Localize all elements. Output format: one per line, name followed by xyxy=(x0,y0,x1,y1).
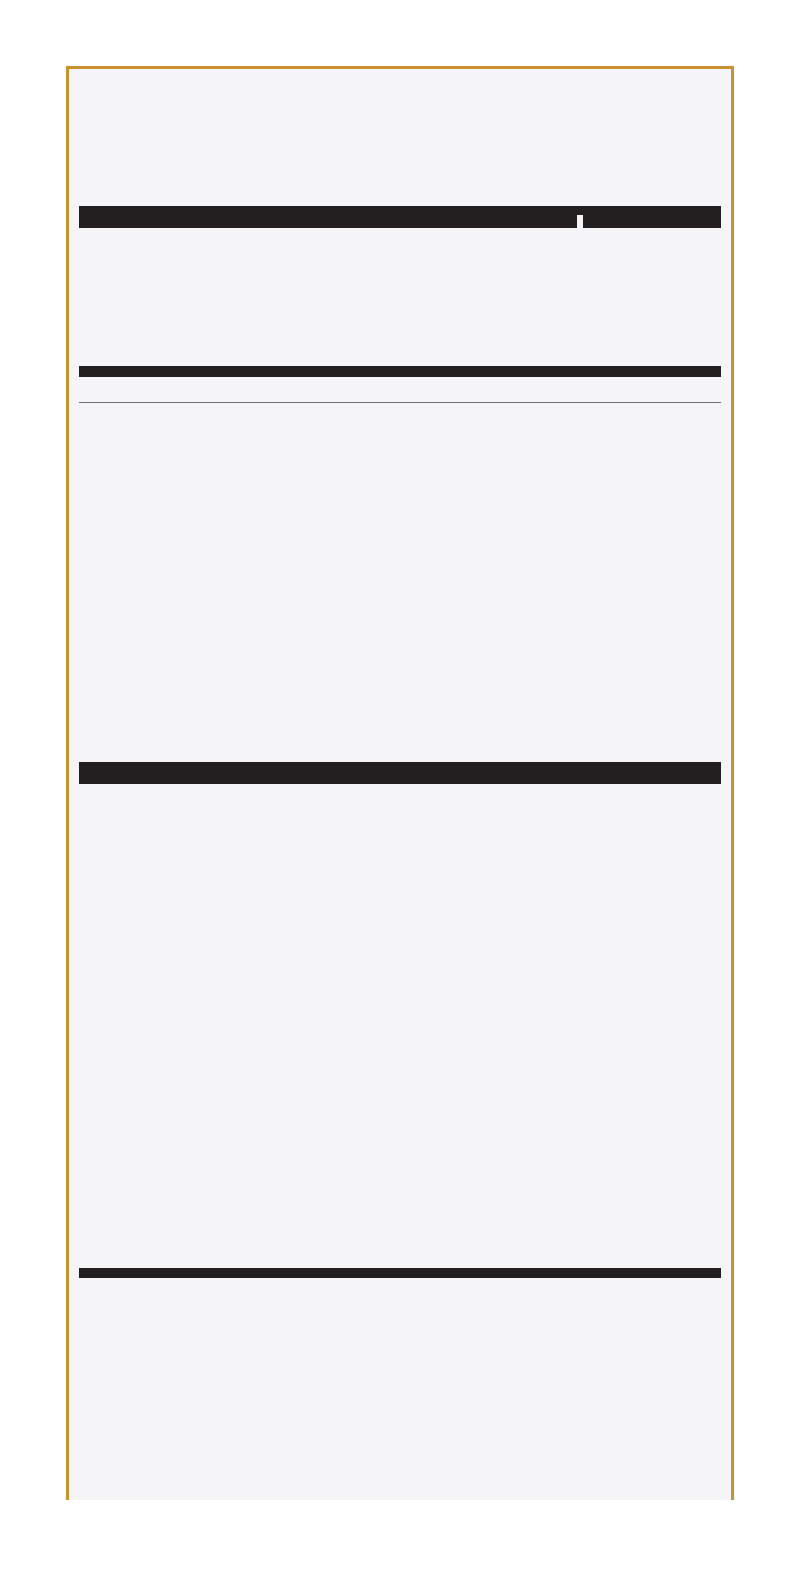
rule xyxy=(79,402,721,403)
nutrition-facts-panel xyxy=(69,69,731,1500)
thick-divider-top xyxy=(79,206,721,228)
thick-divider-vitamins xyxy=(79,762,721,784)
thick-divider-footnotes xyxy=(79,1268,721,1278)
package-border-right xyxy=(731,66,734,1500)
thick-divider-calories xyxy=(79,366,721,377)
